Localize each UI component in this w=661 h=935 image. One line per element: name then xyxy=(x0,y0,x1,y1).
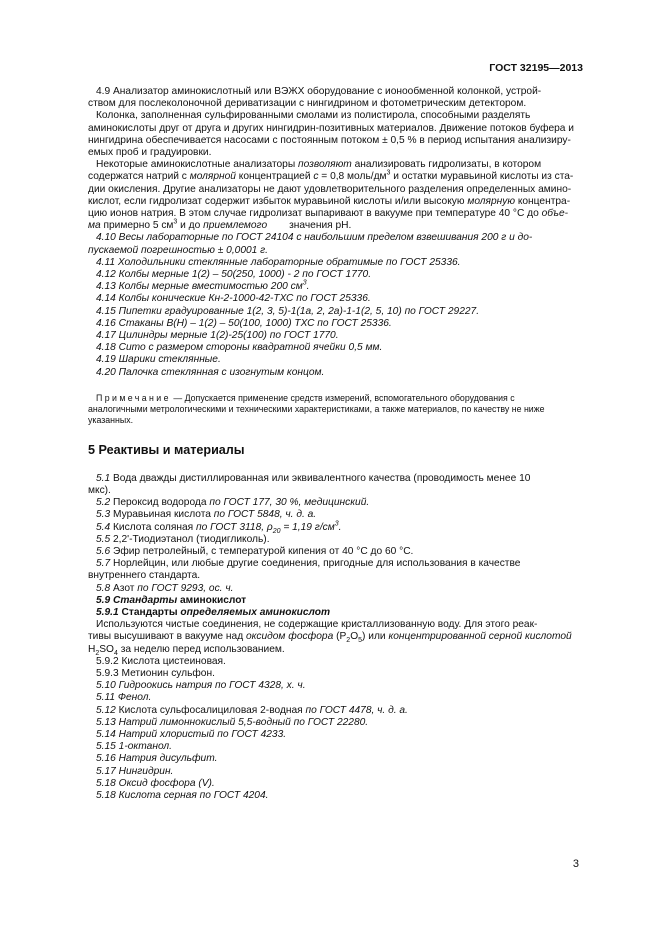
item-4-10-line1: 4.10 Весы лабораторные по ГОСТ 24104 с наибольшим пределом взвешивания 200 г и до- xyxy=(96,232,533,244)
reagent-5-11: 5.11 Фенол. xyxy=(96,692,152,704)
para-column-line4: емых проб и градуировки. xyxy=(88,147,212,159)
reagent-5-9: 5.9 Стандарты аминокислот xyxy=(96,594,247,606)
item-4-13: 4.13 Колбы мерные вместимостью 200 $см^3$. xyxy=(96,279,310,293)
reagent-5-18b: 5.18 Кислота серная по ГОСТ 4204. xyxy=(96,789,269,801)
para-analyzers-line6: ма примерно 5 $см^3$ и до приемлемого значения рН. xyxy=(88,218,352,232)
item-4-10-line2: пускаемой погрешностью ± 0,0001 г. xyxy=(88,244,269,256)
para-analyzers-line3: дии окисления. Другие анализаторы не дают удовлетворительного разделения определенных амино- xyxy=(88,183,572,195)
reagent-5-7-line1: 5.7 Норлейцин, или любые другие соединения, пригодные для использования в качестве xyxy=(96,558,521,570)
reagent-5-9-1-text1: Используются чистые соединения, не содержащие кристаллизованную воду. Для этого реак- xyxy=(96,619,538,631)
reagent-5-10: 5.10 Гидроокись натрия по ГОСТ 4328, х. ч. xyxy=(96,680,306,692)
note-line3: указанных. xyxy=(88,415,134,426)
standard-header: ГОСТ 32195—2013 xyxy=(489,62,583,74)
item-4-12: 4.12 Колбы мерные 1(2) – 50(250, 1000) - 2 по ГОСТ 1770. xyxy=(96,269,372,281)
reagent-5-13: 5.13 Натрий лимоннокислый 5,5-водный по ГОСТ 22280. xyxy=(96,716,369,728)
document-body xyxy=(88,86,583,802)
reagent-5-14: 5.14 Натрий хлористый по ГОСТ 4233. xyxy=(96,728,287,740)
reagent-5-4: 5.4 Кислота соляная по ГОСТ 3118, $\rho_{20} = 1,19$ $г/см^3$. xyxy=(96,520,342,535)
para-4-9-line1: 4.9 Анализатор аминокислотный или ВЭЖХ оборудование с ионообменной колонкой, устрой- xyxy=(96,86,542,97)
reagent-5-7-line2: внутреннего стандарта. xyxy=(88,570,201,582)
reagent-5-1-line2: мкс). xyxy=(88,484,111,496)
item-4-17: 4.17 Цилиндры мерные 1(2)-25(100) по ГОСТ 1770. xyxy=(96,330,339,342)
item-4-18: 4.18 Сито с размером стороны квадратной ячейки 0,5 мм. xyxy=(96,342,383,354)
reagent-5-6: 5.6 Эфир петролейный, с температурой кипения от 40 °С до 60 °С. xyxy=(96,545,414,557)
item-4-14: 4.14 Колбы конические Кн-2-1000-42-ТХС по ГОСТ 25336. xyxy=(96,293,371,305)
reagent-5-2: 5.2 Пероксид водорода по ГОСТ 177, 30 %, медицинский. xyxy=(96,497,370,509)
item-4-19: 4.19 Шарики стеклянные. xyxy=(96,354,221,366)
reagent-5-9-2: 5.9.2 Кислота цистеиновая. xyxy=(96,655,226,667)
note-line2: аналогичными метрологическими и техническими характеристиками, а также материалов, по качеству не ниже xyxy=(88,404,545,415)
section-5-title: 5 Реактивы и материалы xyxy=(88,443,245,458)
page-number: 3 xyxy=(572,858,579,870)
reagent-5-16: 5.16 Натрия дисульфит. xyxy=(96,753,218,765)
reagent-5-17: 5.17 Нингидрин. xyxy=(96,765,174,777)
item-4-16: 4.16 Стаканы В(Н) – 1(2) – 50(100, 1000) ТХС по ГОСТ 25336. xyxy=(96,317,392,329)
reagent-5-3: 5.3 Муравьиная кислота по ГОСТ 5848, ч. д. а. xyxy=(96,509,317,521)
reagent-5-9-1-text3: $H_2SO_4$ за неделю перед использованием. xyxy=(88,643,285,657)
item-4-15: 4.15 Пипетки градуированные 1(2, 3, 5)-1(1а, 2, 2а)-1-1(2, 5, 10) по ГОСТ 29227. xyxy=(96,305,480,317)
para-4-9-line2: ством для послеколоночной дериватизации с нингидрином и фотометрическим детектором. xyxy=(88,98,527,110)
item-4-20: 4.20 Палочка стеклянная с изогнутым концом. xyxy=(96,366,325,378)
reagent-5-9-3: 5.9.3 Метионин сульфон. xyxy=(96,667,215,679)
item-4-11: 4.11 Холодильники стеклянные лабораторные обратимые по ГОСТ 25336. xyxy=(96,256,461,268)
note-line1: Примечание — Допускается применение средств измерений, вспомогательного оборудования с xyxy=(96,392,515,403)
reagent-5-15: 5.15 1-октанол. xyxy=(96,741,172,753)
reagent-5-8: 5.8 Азот по ГОСТ 9293, ос. ч. xyxy=(96,582,234,594)
para-column-line2: аминокислоты друг от друга и других нингидрин-позитивных материалов. Движение потоков буфера и xyxy=(88,122,574,134)
reagent-5-18a: 5.18 Оксид фосфора (V). xyxy=(96,777,215,789)
para-analyzers-line4: кислот, если гидролизат содержит избыток муравьиной кислоты и/или высокую молярную концентра- xyxy=(88,195,571,207)
reagent-5-9-1-text2: тивы высушивают в вакууме над оксидом фосфора $(P_2O_5)$ или концентрированной серной кислотой xyxy=(88,631,572,645)
para-analyzers-line1: Некоторые аминокислотные анализаторы позволяют анализировать гидролизаты, в котором xyxy=(96,159,542,171)
para-analyzers-line5: цию ионов натрия. В этом случае гидролизат выпаривают в вакууме при температуре 40 °С до объе- xyxy=(88,208,569,220)
para-column-line1: Колонка, заполненная сульфированными смолами из полистирола, способными разделять xyxy=(96,110,531,122)
reagent-5-12: 5.12 Кислота сульфосалициловая 2-водная по ГОСТ 4478, ч. д. а. xyxy=(96,704,408,716)
reagent-5-9-1: 5.9.1 Стандарты определяемых аминокислот xyxy=(96,606,331,618)
para-analyzers-line2: содержатся натрий с молярной концентрацией c = 0,8 моль/$дм^3$ и остатки муравьиной кислоты из ста- xyxy=(88,170,574,183)
reagent-5-1-line1: 5.1 Вода дважды дистиллированная или эквивалентного качества (проводимость менее 10 xyxy=(96,472,531,484)
reagent-5-5: 5.5 2,2'-Тиодиэтанол (тиодигликоль). xyxy=(96,533,270,545)
para-column-line3: нингидрина обеспечивается насосами с постоянным потоком ± 0,5 % в период испытания анализиру- xyxy=(88,134,571,146)
